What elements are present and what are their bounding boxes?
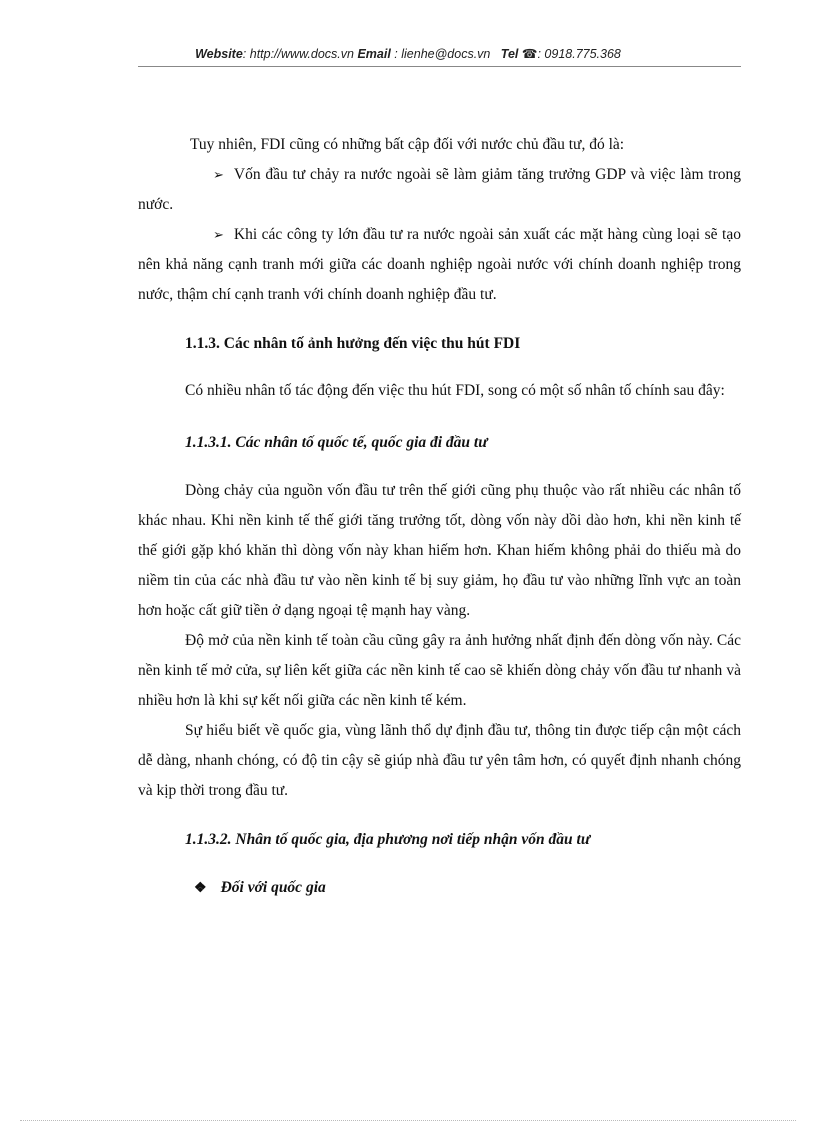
page-header: Website: http://www.docs.vn Email : lienhe@docs.vn Tel ☎: 0918.775.368 bbox=[195, 47, 621, 61]
page-bottom-divider bbox=[20, 1120, 796, 1121]
arrow-bullet-icon: ➢ bbox=[213, 167, 224, 182]
section-heading-113: 1.1.3. Các nhân tố ảnh hưởng đến việc thu hút FDI bbox=[185, 335, 521, 352]
document-body bbox=[138, 130, 741, 904]
intro-paragraph: Tuy nhiên, FDI cũng có những bất cập đối với nước chủ đầu tư, đó là: bbox=[190, 136, 625, 153]
section-heading-1132: 1.1.3.2. Nhân tố quốc gia, địa phương nơi tiếp nhận vốn đầu tư bbox=[185, 831, 591, 848]
tel-number: 0918.775.368 bbox=[544, 47, 621, 61]
email-label: Email bbox=[357, 47, 391, 61]
paragraph: Có nhiều nhân tố tác động đến việc thu hút FDI, song có một số nhân tố chính sau đây: bbox=[185, 382, 725, 399]
paragraph: Sự hiểu biết về quốc gia, vùng lãnh thổ dự định đầu tư, thông tin được tiếp cận một cách dễ dàng, nhanh chóng, có độ tin cậy sẽ giúp nhà đầu tư yên tâm hơn, có quyết định nhanh chóng và kịp thời trong đầu tư. bbox=[138, 722, 741, 799]
header-divider bbox=[138, 66, 741, 67]
arrow-bullet-icon: ➢ bbox=[213, 227, 224, 242]
paragraph: Dòng chảy của nguồn vốn đầu tư trên thế giới cũng phụ thuộc vào rất nhiều các nhân tố khác nhau. Khi nền kinh tế thế giới tăng trưởng tốt, dòng vốn này dồi dào hơn, khi nền kinh tế thế giới gặp khó khăn thì dòng vốn này khan hiếm hơn. Khan hiếm không phải do thiếu mà do niềm tin của các nhà đầu tư vào nền kinh tế bị suy giảm, họ đầu tư vào những lĩnh vực an toàn hơn hoặc cất giữ tiền ở dạng ngoại tệ mạnh hay vàng. bbox=[138, 482, 741, 619]
bullet-item: ➢ Khi các công ty lớn đầu tư ra nước ngoài sản xuất các mặt hàng cùng loại sẽ tạo nên khả năng cạnh tranh mới giữa các doanh nghiệp ngoài nước với chính doanh nghiệp trong nước, thậm chí cạnh tranh với chính doanh nghiệp đầu tư. bbox=[138, 226, 741, 303]
sub-heading: ❖ Đối với quốc gia bbox=[194, 879, 326, 896]
website-link[interactable]: http://www.docs.vn bbox=[249, 47, 354, 61]
section-heading-1131: 1.1.3.1. Các nhân tố quốc tế, quốc gia đi đầu tư bbox=[185, 434, 488, 451]
diamond-bullet-icon: ❖ bbox=[194, 881, 207, 896]
website-label: Website bbox=[195, 47, 243, 61]
email-link[interactable]: lienhe@docs.vn bbox=[401, 47, 491, 61]
paragraph: Độ mở của nền kinh tế toàn cầu cũng gây ra ảnh hưởng nhất định đến dòng vốn này. Các nền kinh tế mở cửa, sự liên kết giữa các nền kinh tế cao sẽ khiến dòng chảy vốn đầu tư nhanh và nhiều hơn là khi sự kết nối giữa các nền kinh tế kém. bbox=[138, 632, 741, 709]
bullet-item: ➢ Vốn đầu tư chảy ra nước ngoài sẽ làm giảm tăng trưởng GDP và việc làm trong nước. bbox=[138, 166, 741, 213]
telephone-icon: ☎ bbox=[521, 47, 538, 61]
tel-label: Tel bbox=[500, 47, 519, 61]
